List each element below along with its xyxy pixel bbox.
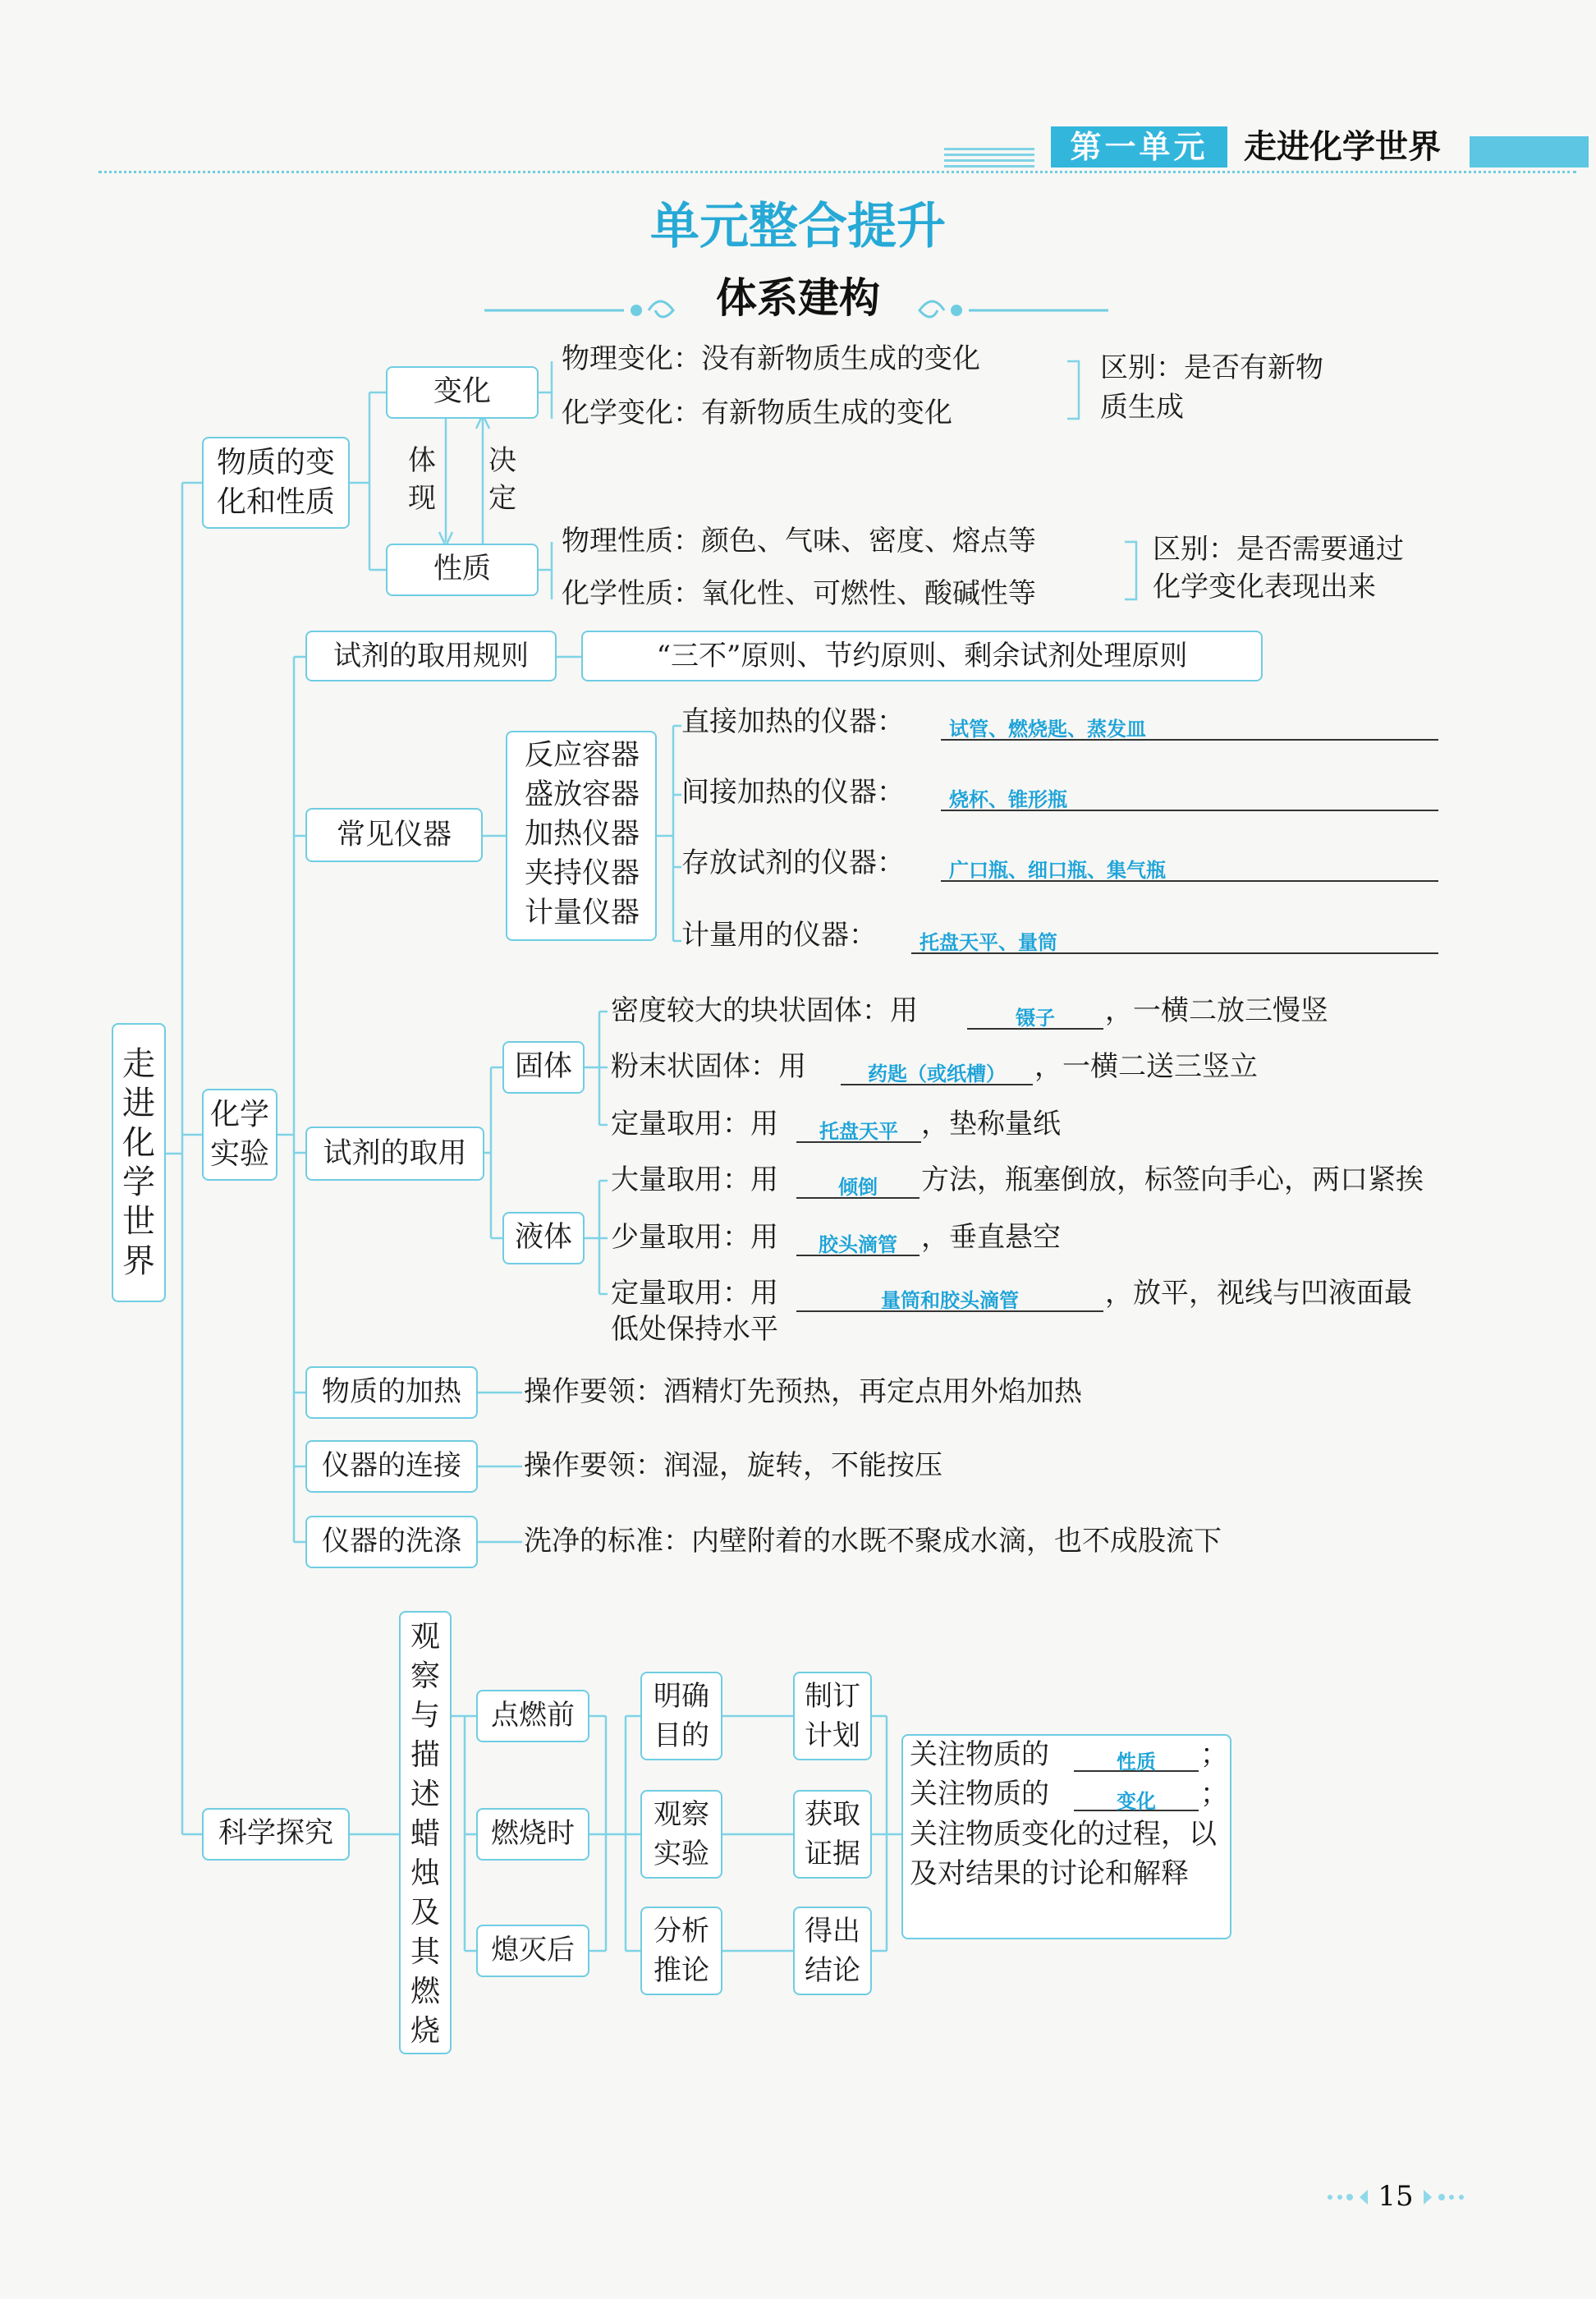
- large-liquid-pre: 大量取用：用: [611, 1163, 778, 1196]
- small-liquid-answer: 胶头滴管: [819, 1233, 897, 1256]
- focus2-pre: 关注物质的: [910, 1778, 1049, 1810]
- branch-change-property: [202, 437, 350, 529]
- direct-heat-answer: 试管、燃烧匙、蒸发皿: [949, 718, 1146, 741]
- indirect-heat-label: 间接加热的仪器：: [681, 776, 905, 809]
- embody-label: 体现: [408, 444, 436, 515]
- node-reagent-taking-label: 试剂的取用: [323, 1137, 467, 1170]
- phase-after-extinguish-label: 熄灭后: [491, 1934, 575, 1966]
- phase-after-extinguish: [476, 1925, 589, 1977]
- phase-burning: [476, 1808, 589, 1861]
- node-taking-rules: [305, 631, 557, 681]
- solid-quant-post: ，垫称量纸: [921, 1108, 1061, 1140]
- step-draw-conclusion-label: 得出结论: [805, 1915, 860, 1987]
- header-unit-title: 走进化学世界: [1244, 128, 1441, 166]
- property-difference-line2: 化学变化表现出来: [1153, 571, 1376, 603]
- storage-answer: 广口瓶、细口瓶、集气瓶: [949, 859, 1166, 882]
- phase-before-lighting: [476, 1690, 589, 1742]
- node-solid-label: 固体: [514, 1050, 572, 1083]
- chemical-change-text: 化学变化：有新物质生成的变化: [562, 397, 952, 429]
- branch-scientific-inquiry: [202, 1808, 350, 1861]
- direct-heat-label: 直接加热的仪器：: [681, 705, 905, 738]
- node-change-label: 变化: [433, 375, 491, 408]
- measure-label: 计量用的仪器：: [681, 919, 877, 952]
- header-unit-badge: 第一单元: [1051, 126, 1227, 167]
- node-heating: [305, 1366, 478, 1419]
- physical-change-text: 物理变化：没有新物质生成的变化: [562, 342, 980, 375]
- branch-change-property-label: 物质的变化和性质: [216, 446, 335, 519]
- solid-quant-answer: 托盘天平: [819, 1120, 898, 1143]
- physical-property-text: 物理性质：颜色、气味、密度、熔点等: [562, 525, 1036, 558]
- focus3-text: 关注物质变化的过程，以及对结果的讨论和解释: [910, 1818, 1217, 1890]
- liquid-quant-post: ，放平，视线与凹液面最: [1105, 1277, 1412, 1310]
- large-liquid-answer: 倾倒: [838, 1176, 878, 1199]
- node-liquid: [502, 1212, 585, 1264]
- subtitle: 体系建构: [716, 274, 880, 322]
- node-solid: [502, 1041, 585, 1094]
- node-taking-rules-label: 试剂的取用规则: [333, 640, 529, 672]
- heating-content: 操作要领：酒精灯先预热，再定点用外焰加热: [524, 1375, 1082, 1408]
- connect-content: 操作要领：润湿，旋转，不能按压: [524, 1449, 942, 1482]
- powder-solid-post: ，一横二送三竖立: [1034, 1050, 1258, 1083]
- block-solid-answer: 镊子: [1016, 1007, 1055, 1030]
- focus2-post: ；: [1200, 1778, 1228, 1810]
- step-get-evidence: [793, 1790, 872, 1879]
- node-reagent-taking: [305, 1127, 484, 1181]
- page-title: 单元整合提升: [650, 198, 946, 255]
- node-connect-label: 仪器的连接: [322, 1449, 461, 1482]
- step-observe-experiment: [640, 1790, 722, 1879]
- inquiry-topic: [399, 1611, 452, 2054]
- instrument-types-label: 反应容器盛放容器加热仪器夹持仪器计量仪器: [524, 739, 640, 929]
- focus1-post: ；: [1200, 1738, 1228, 1771]
- page-number: 15: [1378, 2180, 1414, 2213]
- step-make-plan-label: 制订计划: [805, 1680, 860, 1752]
- measure-answer: 托盘天平、量筒: [920, 931, 1057, 954]
- liquid-quant-pre: 定量取用：用: [611, 1277, 778, 1310]
- step-make-plan: [793, 1672, 872, 1760]
- instrument-types: [506, 731, 657, 941]
- indirect-heat-answer: 烧杯、锥形瓶: [949, 788, 1067, 811]
- branch-chemistry-experiment-label: 化学实验: [209, 1098, 269, 1171]
- block-solid-pre: 密度较大的块状固体：用: [611, 994, 918, 1027]
- large-liquid-post: 方法，瓶塞倒放，标签向手心，两口紧挨: [921, 1163, 1424, 1196]
- node-liquid-label: 液体: [514, 1221, 572, 1254]
- block-solid-post: ，一横二放三慢竖: [1105, 994, 1328, 1027]
- small-liquid-pre: 少量取用：用: [611, 1221, 778, 1254]
- powder-solid-answer: 药匙（或纸槽）: [868, 1062, 1006, 1085]
- root-node: [112, 1023, 166, 1302]
- phase-burning-label: 燃烧时: [491, 1817, 575, 1850]
- node-wash-label: 仪器的洗涤: [322, 1525, 461, 1558]
- decide-label: 决定: [488, 444, 516, 515]
- node-property-label: 性质: [433, 553, 491, 585]
- liquid-quant-line2: 低处保持水平: [611, 1313, 778, 1346]
- node-common-instruments: [305, 808, 483, 862]
- wash-content: 洗净的标准：内壁附着的水既不聚成水滴，也不成股流下: [524, 1525, 1222, 1558]
- node-common-instruments-label: 常见仪器: [336, 819, 452, 851]
- step-draw-conclusion: [793, 1907, 872, 1995]
- taking-rules-content: [581, 631, 1263, 681]
- step-get-evidence-label: 获取证据: [805, 1798, 860, 1870]
- step-clear-purpose-label: 明确目的: [654, 1680, 709, 1752]
- focus1-answer: 性质: [1117, 1751, 1156, 1774]
- branch-scientific-inquiry-label: 科学探究: [218, 1817, 333, 1850]
- taking-rules-content-text: “三不”原则、节约原则、剩余试剂处理原则: [656, 640, 1188, 672]
- solid-quant-pre: 定量取用：用: [611, 1108, 778, 1140]
- branch-chemistry-experiment: [202, 1089, 277, 1181]
- node-heating-label: 物质的加热: [322, 1375, 461, 1408]
- step-clear-purpose: [640, 1672, 722, 1760]
- node-connect: [305, 1440, 478, 1493]
- node-wash: [305, 1516, 478, 1568]
- chemical-property-text: 化学性质：氧化性、可燃性、酸碱性等: [562, 577, 1036, 610]
- inquiry-topic-label: 观察与描述蜡烛及其燃烧: [410, 1620, 440, 2048]
- change-difference-text: 区别：是否有新物质生成: [1100, 351, 1323, 424]
- node-change: [386, 366, 539, 419]
- focus1-pre: 关注物质的: [910, 1738, 1049, 1771]
- step-analyze-infer-label: 分析推论: [654, 1915, 709, 1987]
- root-label: 走进化学世界: [122, 1045, 155, 1280]
- step-analyze-infer: [640, 1907, 722, 1995]
- liquid-quant-answer: 量筒和胶头滴管: [881, 1289, 1019, 1312]
- phase-before-lighting-label: 点燃前: [491, 1699, 575, 1732]
- small-liquid-post: ，垂直悬空: [921, 1221, 1061, 1254]
- focus-box: [901, 1734, 1231, 1939]
- storage-label: 存放试剂的仪器：: [681, 847, 905, 879]
- property-difference-line1: 区别：是否需要通过: [1153, 533, 1404, 566]
- step-observe-experiment-label: 观察实验: [654, 1798, 709, 1870]
- focus2-answer: 变化: [1117, 1790, 1156, 1813]
- powder-solid-pre: 粉末状固体：用: [611, 1050, 806, 1083]
- node-property: [386, 544, 539, 596]
